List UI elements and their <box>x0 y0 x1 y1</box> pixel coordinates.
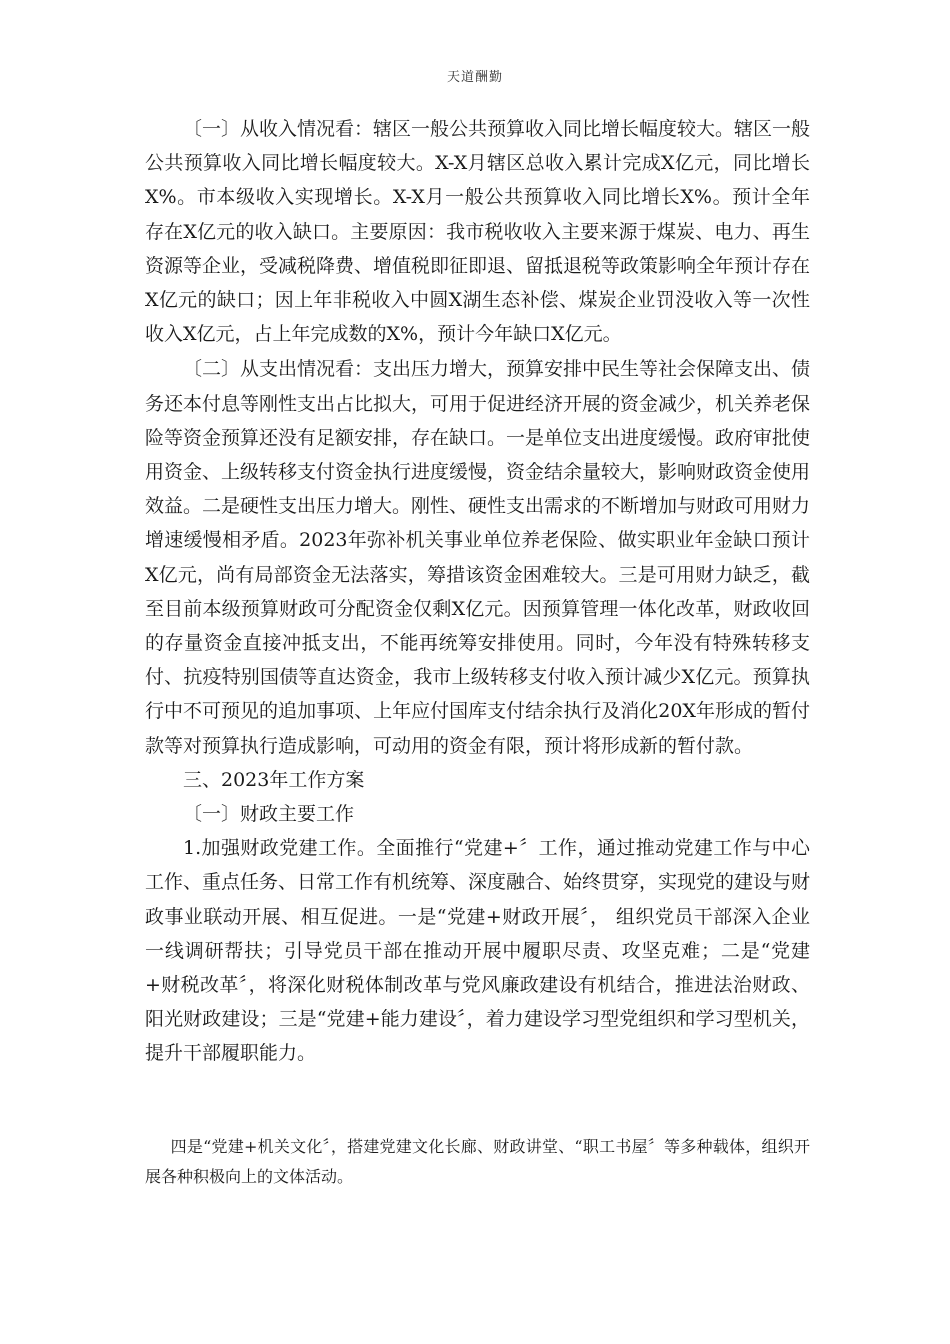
paragraph-income: 〔一〕从收入情况看：辖区一般公共预算收入同比增长幅度较大。辖区一般公共预算收入同比增长幅度较大。X-X月辖区总收入累计完成X亿元，同比增长X%。市本级收入实现增长。X-X月一般公共预算收入同比增长X%。预计全年存在X亿元的收入缺口。主要原因：我市税收收入主要来源于煤炭、电力、再生资源等企业，受减税降费、增值税即征即退、留抵退税等政策影响全年预计存在X亿元的缺口；因上年非税收入中圆X湖生态补偿、煤炭企业罚没收入等一次性收入X亿元，占上年完成数的X%，预计今年缺口X亿元。 <box>145 118 811 346</box>
subsection-heading-main-work: 〔一〕财政主要工作 <box>183 803 355 826</box>
paragraph-culture-note: 四是“党建+机关文化〞，搭建党建文化长廊、财政讲堂、“职工书屋〞等多种载体，组织开展各种积极向上的文体活动。 <box>145 1137 810 1186</box>
paragraph-expenditure: 〔二〕从支出情况看：支出压力增大，预算安排中民生等社会保障支出、债务还本付息等刚性支出占比拟大，可用于促进经济开展的资金减少，机关养老保险等资金预算还没有足额安排，存在缺口。一是单位支出进度缓慢。政府审批使用资金、上级转移支付资金执行进度缓慢，资金结余量较大，影响财政资金使用效益。二是硬性支出压力增大。刚性、硬性支出需求的不断增加与财政可用财力增速缓慢相矛盾。2023年弥补机关事业单位养老保险、做实职业年金缺口预计X亿元，尚有局部资金无法落实，筹措该资金困难较大。三是可用财力缺乏，截至目前本级预算财政可分配资金仅剩X亿元。因预算管理一体化改革，财政收回的存量资金直接冲抵支出，不能再统筹安排使用。同时，今年没有特殊转移支付、抗疫特别国债等直达资金，我市上级转移支付收入预计减少X亿元。预算执行中不可预见的追加事项、上年应付国库支付结余执行及消化20X年形成的暂付款等对预算执行造成影响，可动用的资金有限，预计将形成新的暂付款。 <box>145 358 811 757</box>
document-body <box>145 112 810 1071</box>
page-header: 天道酬勤 <box>446 70 503 85</box>
section-heading-work-plan: 三、2023年工作方案 <box>183 768 365 791</box>
paragraph-party-building: 1.加强财政党建工作。全面推行“党建+〞工作，通过推动党建工作与中心工作、重点任务、日常工作有机统筹、深度融合、始终贯穿，实现党的建设与财政事业联动开展、相互促进。一是“党建+财政开展〞， 组织党员干部深入企业一线调研帮扶；引导党员干部在推动开展中履职尽责、攻坚克难；二是“党建+财税改革〞，将深化财税体制改革与党风廉政建设有机结合，推进法治财政、阳光财政建设；三是“党建+能力建设〞，着力建设学习型党组织和学习型机关，提升干部履职能力。 <box>145 837 811 1065</box>
